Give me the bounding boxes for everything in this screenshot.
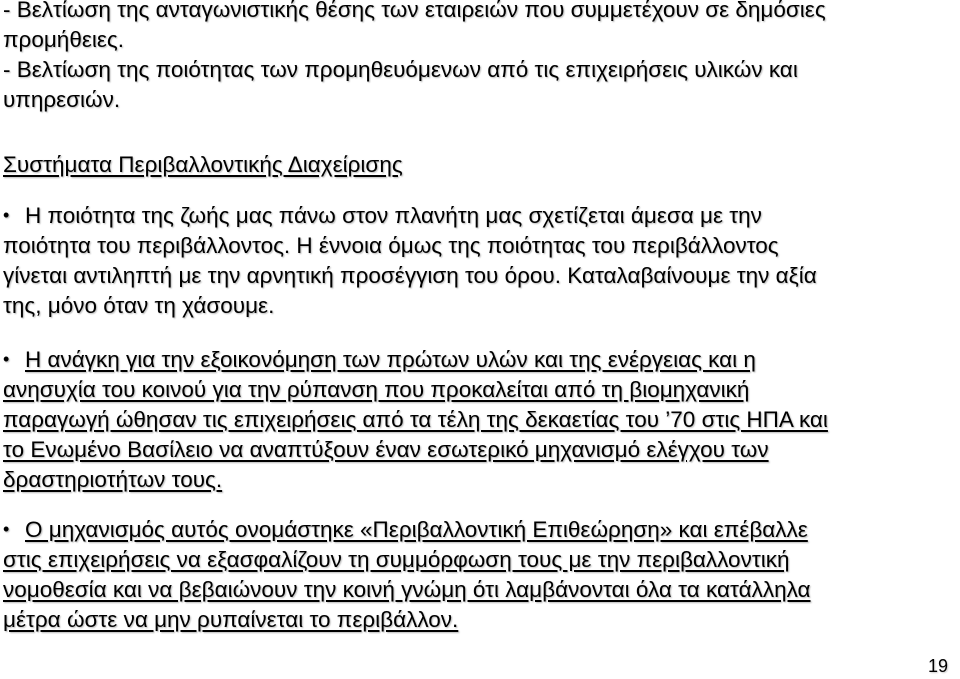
bullet-line: ανησυχία του κοινού για την ρύπανση που προκαλείται από τη βιομηχανική xyxy=(3,377,750,402)
page-number: 19 xyxy=(927,656,948,676)
bullet-paragraph-1 xyxy=(3,200,953,321)
bullet-paragraph-3 xyxy=(3,514,953,635)
intro-line: - Βελτίωση της ανταγωνιστικής θέσης των εταιρειών που συμμετέχουν σε δημόσιες xyxy=(3,0,826,22)
bullet-line: γίνεται αντιληπτή με την αρνητική προσέγγιση του όρου. Καταλαβαίνουμε την αξία xyxy=(3,263,817,288)
bullet-line: Η ποιότητα της ζωής μας πάνω στον πλανήτη μας σχετίζεται άμεσα με την xyxy=(25,203,762,228)
bullet-line: το Ενωμένο Βασίλειο να αναπτύξουν έναν εσωτερικό μηχανισμό ελέγχου των xyxy=(3,437,769,462)
bullet-line: παραγωγή ώθησαν τις επιχειρήσεις από τα τέλη της δεκαετίας του ’70 στις ΗΠΑ και xyxy=(3,407,828,432)
bullet-line: ποιότητα του περιβάλλοντος. Η έννοια όμως της ποιότητας του περιβάλλοντος xyxy=(3,233,779,258)
intro-line: υπηρεσιών. xyxy=(3,87,121,112)
intro-text xyxy=(3,0,953,115)
intro-line: - Βελτίωση της ποιότητας των προμηθευόμενων από τις επιχειρήσεις υλικών και xyxy=(3,57,798,82)
bullet-line: Ο μηχανισμός αυτός ονομάστηκε «Περιβαλλοντική Επιθεώρηση» και επέβαλλε xyxy=(25,517,808,542)
bullet-line: Η ανάγκη για την εξοικονόμηση των πρώτων υλών και της ενέργειας και η xyxy=(25,347,756,372)
bullet-line: δραστηριοτήτων τους. xyxy=(3,467,223,492)
bullet-paragraph-2 xyxy=(3,344,953,495)
bullet-line: της, μόνο όταν τη χάσουμε. xyxy=(3,293,275,318)
bullet-line: νομοθεσία και να βεβαιώνουν την κοινή γνώμη ότι λαμβάνονται όλα τα κατάλληλα xyxy=(3,577,811,602)
bullet-icon: • xyxy=(3,519,10,539)
bullet-icon: • xyxy=(3,205,10,225)
bullet-icon: • xyxy=(3,349,10,369)
bullet-line: μέτρα ώστε να μην ρυπαίνεται το περιβάλλον. xyxy=(3,607,459,632)
section-heading: Συστήματα Περιβαλλοντικής Διαχείρισης xyxy=(3,152,403,177)
intro-line: προμήθειες. xyxy=(3,27,124,52)
bullet-line: στις επιχειρήσεις να εξασφαλίζουν τη συμμόρφωση τους με την περιβαλλοντική xyxy=(3,547,790,572)
